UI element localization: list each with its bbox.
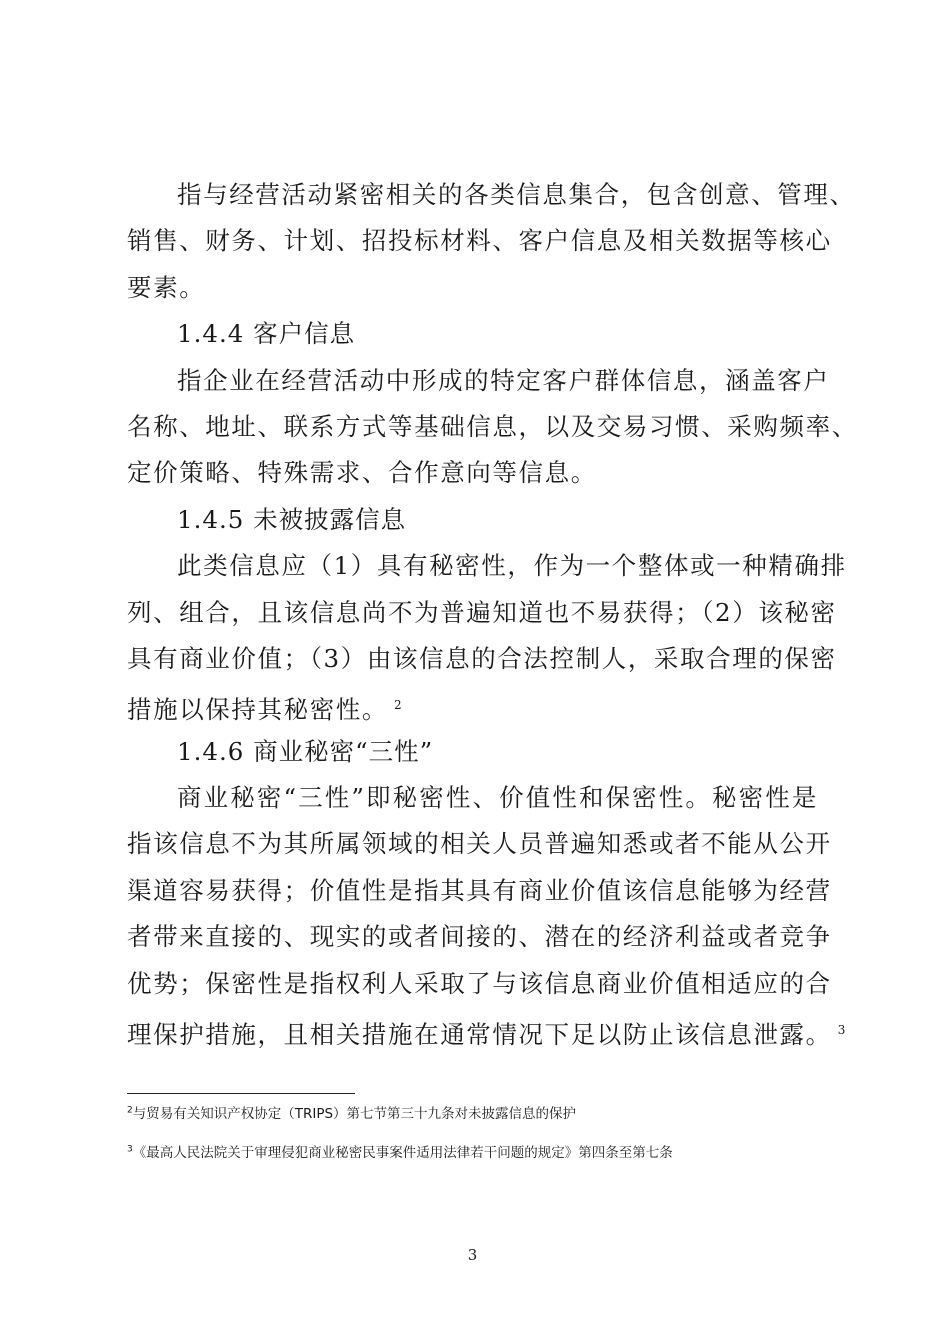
footnote (127, 1102, 576, 1122)
paragraph-line: 商业秘密“三性”即秘密性、价值性和保密性。秘密性是 (177, 783, 818, 813)
paragraph-line: 指企业在经营活动中形成的特定客户群体信息，涵盖客户 (177, 365, 830, 395)
paragraph-line: 定价策略、特殊需求、合作意向等信息。 (127, 458, 597, 488)
paragraph-line (127, 682, 818, 728)
paragraph-line: 销售、财务、计划、招投标材料、客户信息及相关数据等核心 (127, 226, 832, 256)
paragraph-line: 渠道容易获得；价值性是指其具有商业价值该信息能够为经营 (127, 875, 832, 905)
paragraph-line: 优势；保密性是指权利人采取了与该信息商业价值相适应的合 (127, 968, 832, 998)
footnote-divider (127, 1093, 355, 1094)
body-text (127, 172, 858, 1053)
paragraph-line: 名称、地址、联系方式等基础信息，以及交易习惯、采购频率、 (127, 411, 858, 441)
section-heading: 1.4.4 客户信息 (177, 319, 356, 349)
section-heading: 1.4.6 商业秘密“三性” (177, 736, 434, 766)
footnote-text: 《最高人民法院关于审理侵犯商业秘密民事案件适用法律若干问题的规定》第四条至第七条 (132, 1145, 673, 1161)
paragraph-line: 指与经营活动紧密相关的各类信息集合，包含创意、管理、 (177, 180, 856, 209)
paragraph-line: 具有商业价值；（3）由该信息的合法控制人，采取合理的保密 (127, 643, 837, 673)
footnote-ref[interactable]: 3 (837, 1023, 846, 1038)
section-heading: 1.4.5 未被披露信息 (177, 504, 407, 534)
footnote-ref[interactable]: 2 (394, 698, 402, 713)
footnote (127, 1141, 673, 1161)
paragraph-text: 措施以保持其秘密性。 (127, 695, 388, 725)
paragraph-line: 此类信息应（1）具有秘密性，作为一个整体或一种精确排 (177, 551, 847, 581)
footnote-number: 2 (127, 1105, 133, 1116)
paragraph-line: 指该信息不为其所属领域的相关人员普遍知悉或者不能从公开 (127, 829, 832, 859)
paragraph-line: 列、组合，且该信息尚不为普遍知道也不易获得；（2）该秘密 (127, 597, 837, 627)
paragraph-text: 理保护措施，且相关措施在通常情况下足以防止该信息泄露。 (127, 1020, 832, 1050)
paragraph-line: 者带来直接的、现实的或者间接的、潜在的经济利益或者竞争 (127, 922, 832, 952)
footnote-number: 3 (127, 1144, 133, 1155)
page-number: 3 (467, 1246, 478, 1264)
footnote-text: 与贸易有关知识产权协定（TRIPS）第七节第三十九条对未披露信息的保护 (132, 1106, 577, 1122)
paragraph-line: 要素。 (127, 272, 206, 302)
paragraph-line (127, 1007, 846, 1053)
